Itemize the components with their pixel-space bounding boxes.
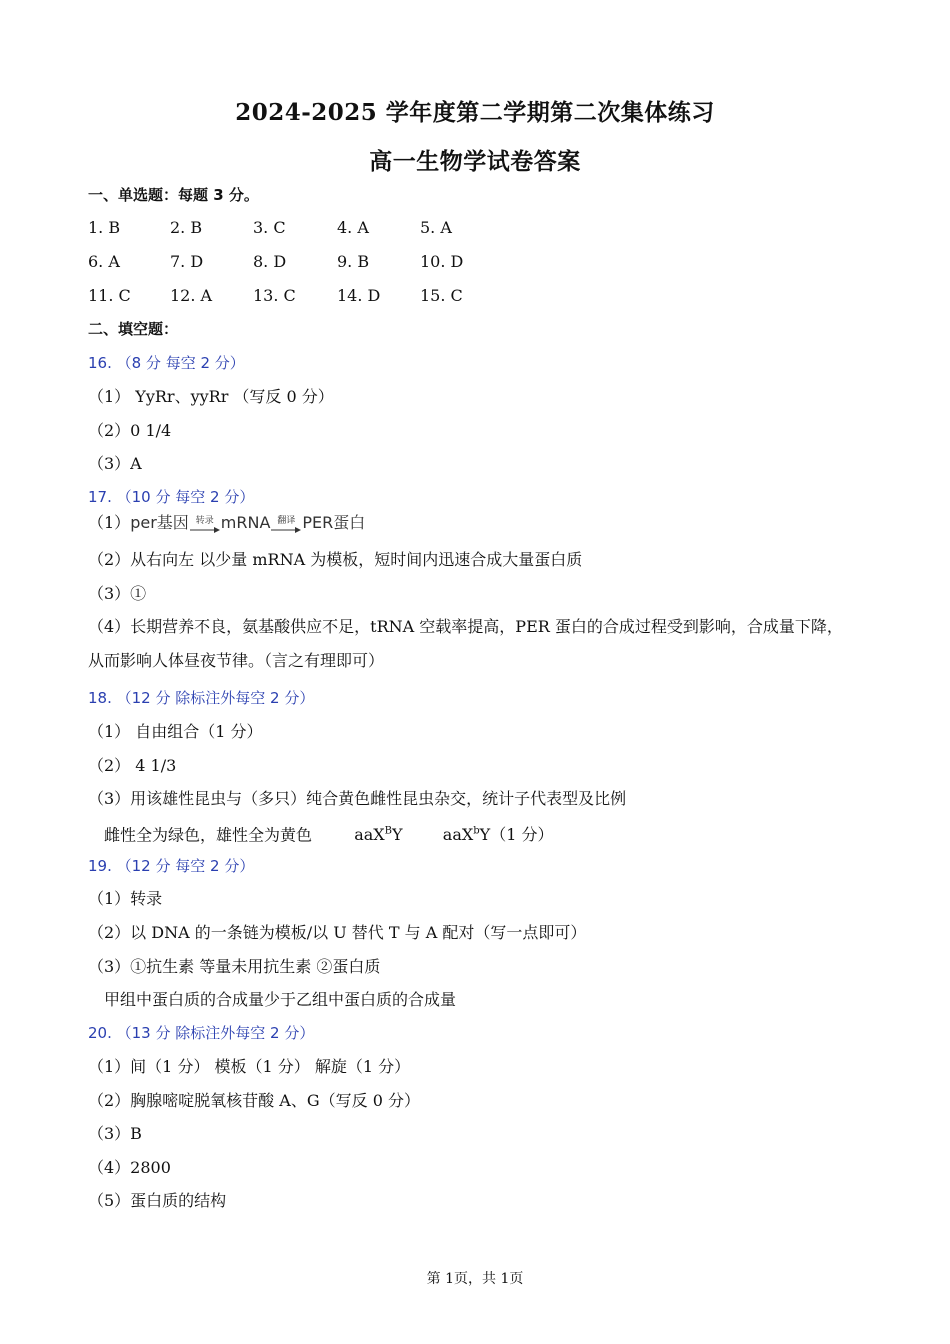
q20-answer-1: （1）间（1 分） 模板（1 分） 解旋（1 分） <box>88 1057 411 1076</box>
mc-answer: 13. C <box>253 286 296 305</box>
q20-answer-2: （2）胸腺嘧啶脱氧核苷酸 A、G（写反 0 分） <box>88 1091 420 1110</box>
q16-answer-1: （1） YyRr、yyRr （写反 0 分） <box>88 387 334 406</box>
q17-answer-1 <box>88 512 365 534</box>
mc-answer: 11. C <box>88 286 131 305</box>
mc-answer: 3. C <box>253 218 286 237</box>
flow-gene: per基因 <box>130 513 189 532</box>
q18-answer-3-line2 <box>104 821 554 846</box>
q17-answer-2: （2）从右向左 以少量 mRNA 为模板，短时间内迅速合成大量蛋白质 <box>88 550 583 569</box>
q20-answer-5: （5）蛋白质的结构 <box>88 1191 227 1210</box>
page-subtitle: 高一生物学试卷答案 <box>369 148 581 175</box>
translation-label: 翻译 <box>277 516 296 526</box>
q18-answer-1: （1） 自由组合（1 分） <box>88 722 263 741</box>
transcription-label: 转录 <box>195 516 214 526</box>
section1-heading: 一、单选题：每题 3 分。 <box>88 186 259 204</box>
q19-answer-3: （3）①抗生素 等量未用抗生素 ②蛋白质 <box>88 957 381 976</box>
q19-answer-1: （1）转录 <box>88 889 163 908</box>
mc-answer: 12. A <box>170 286 213 305</box>
mc-answer: 7. D <box>170 252 204 271</box>
mc-answer: 4. A <box>337 218 369 237</box>
flow-mrna: mRNA <box>220 513 271 532</box>
q17-answer-4-line2: 从而影响人体昼夜节律。（言之有理即可） <box>88 651 385 670</box>
mc-answer: 2. B <box>170 218 203 237</box>
page-title: 2024-2025 学年度第二学期第二次集体练习 <box>235 99 715 126</box>
q18-phenotype: 雌性全为绿色，雄性全为黄色 <box>104 825 313 845</box>
q17-header: 17. （10 分 每空 2 分） <box>88 488 255 506</box>
mc-answer: 15. C <box>420 286 463 305</box>
section2-heading: 二、填空题： <box>88 320 179 338</box>
q16-answer-3: （3）A <box>88 454 142 473</box>
q18-genotype-2: aaX$^b$Y（1 分） <box>442 825 554 845</box>
q16-answer-2: （2）0 1/4 <box>88 421 172 440</box>
mc-answer: 10. D <box>420 252 464 271</box>
q20-header: 20. （13 分 除标注外每空 2 分） <box>88 1024 315 1042</box>
right-arrow-icon <box>271 526 301 534</box>
mc-answer: 5. A <box>420 218 452 237</box>
q17-answer-3: （3）① <box>88 584 147 603</box>
flow-protein: PER蛋白 <box>302 513 366 532</box>
right-arrow-icon <box>190 526 220 534</box>
mc-answer: 6. A <box>88 252 120 271</box>
q18-genotype-1: aaX$^B$Y <box>354 825 403 845</box>
page-footer: 第 1页，共 1页 <box>426 1271 524 1287</box>
mc-answer: 8. D <box>253 252 287 271</box>
q20-answer-3: （3）B <box>88 1124 142 1143</box>
q18-answer-3-line1: （3）用该雄性昆虫与（多只）纯合黄色雌性昆虫杂交，统计子代表型及比例 <box>88 789 627 808</box>
mc-answer: 14. D <box>337 286 381 305</box>
q19-answer-3-line2: 甲组中蛋白质的合成量少于乙组中蛋白质的合成量 <box>104 990 457 1009</box>
q18-header: 18. （12 分 除标注外每空 2 分） <box>88 689 315 707</box>
mc-answer: 9. B <box>337 252 370 271</box>
q20-answer-4: （4）2800 <box>88 1158 171 1177</box>
translation-arrow <box>271 516 301 534</box>
q17-answer-4-line1: （4）长期营养不良，氨基酸供应不足，tRNA 空载率提高，PER 蛋白的合成过程受到影响，合成量下降， <box>88 617 843 636</box>
q17-answer-1-prefix: （1） <box>88 513 131 532</box>
q19-answer-2: （2）以 DNA 的一条链为模板/以 U 替代 T 与 A 配对（写一点即可） <box>88 923 587 942</box>
mc-answer: 1. B <box>88 218 121 237</box>
q19-header: 19. （12 分 每空 2 分） <box>88 857 255 875</box>
q18-answer-2: （2） 4 1/3 <box>88 756 177 775</box>
transcription-arrow <box>190 516 220 534</box>
q16-header: 16. （8 分 每空 2 分） <box>88 354 245 372</box>
gene-expression-flow <box>130 512 365 534</box>
